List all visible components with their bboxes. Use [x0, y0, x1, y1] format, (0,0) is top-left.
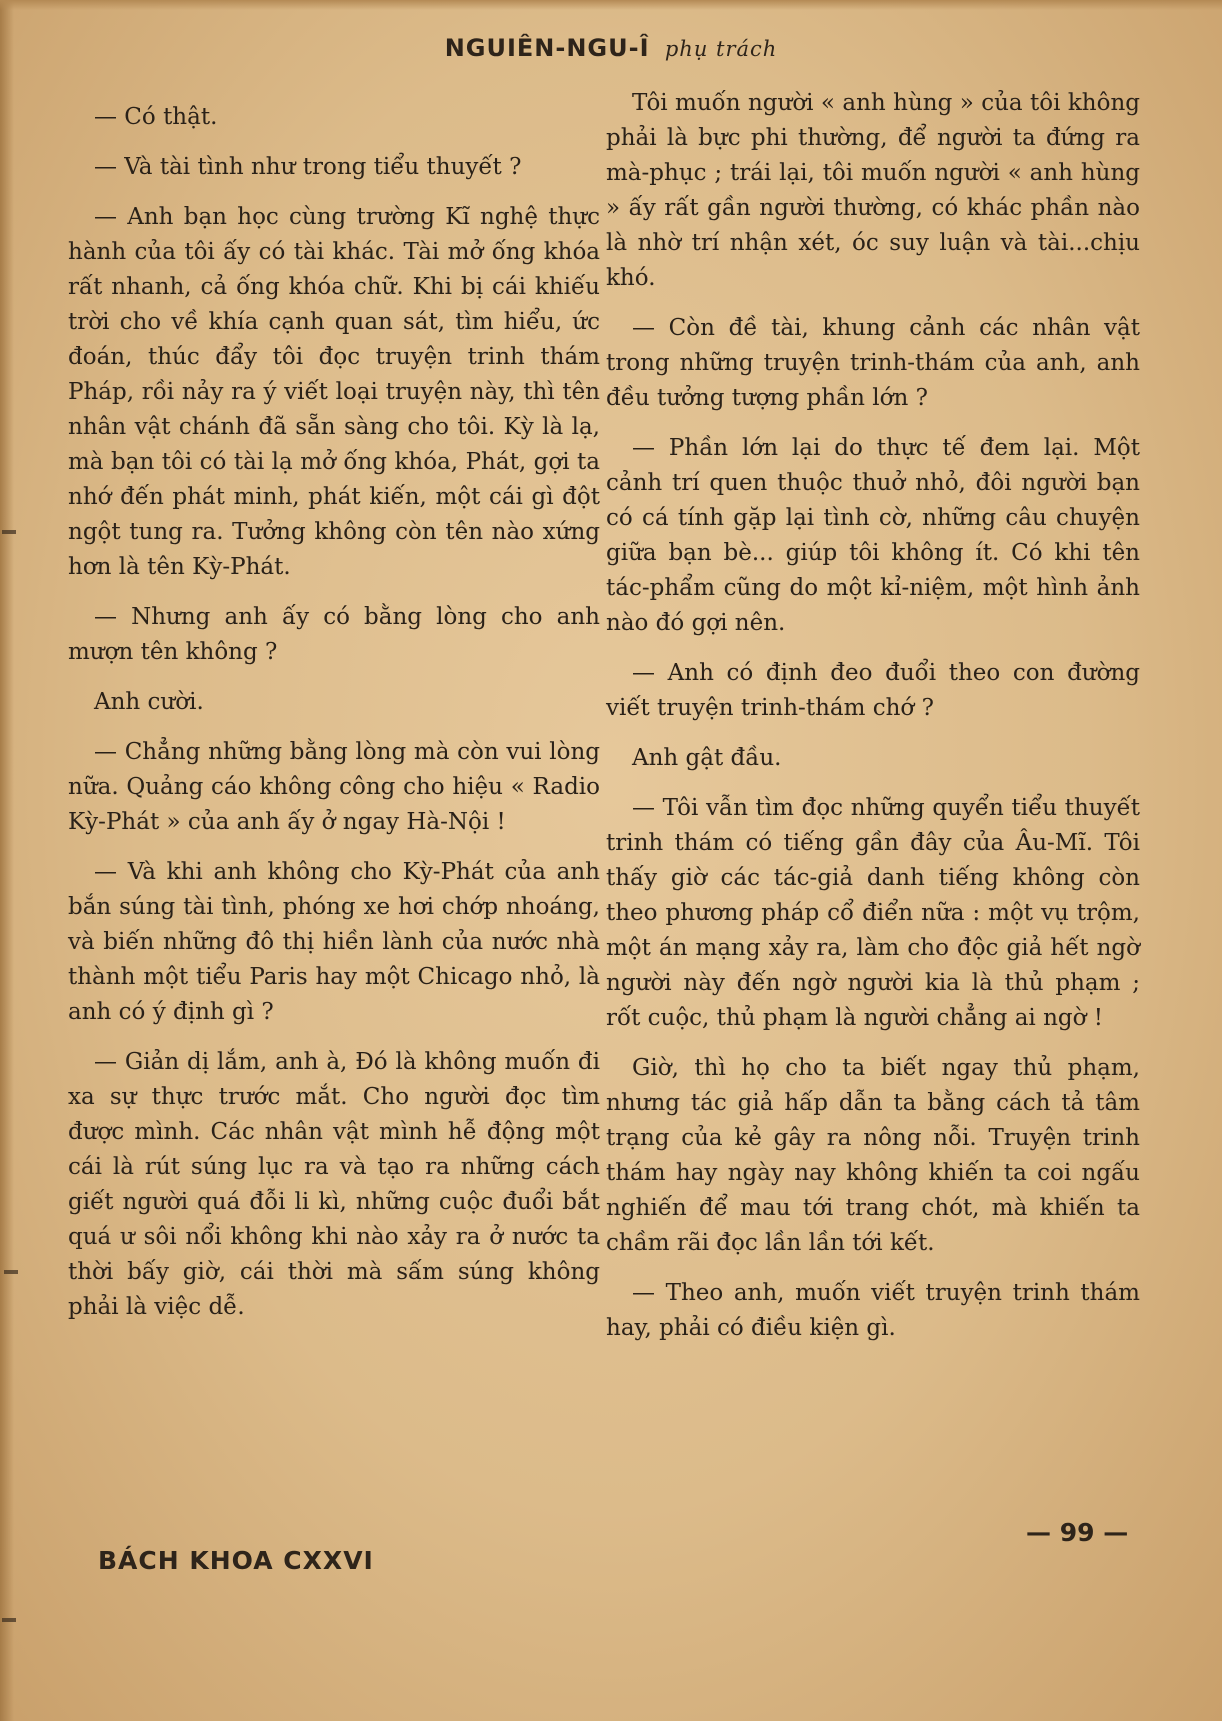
margin-ink-mark — [4, 1270, 18, 1274]
paragraph: — Tôi vẫn tìm đọc những quyển tiểu thuyết trinh thám có tiếng gần đây của Âu-Mĩ. Tôi thấy giờ các tác-giả danh tiếng không còn theo phương pháp cổ điển nữa : một vụ trộm, một án mạng xảy ra, làm cho độc giả hết ngờ người này đến ngờ người kia là thủ phạm ; rốt cuộc, thủ phạm là người chẳng ai ngờ ! — [606, 795, 1140, 1031]
margin-ink-mark — [2, 1618, 16, 1622]
paragraph: Anh cười. — [94, 689, 204, 715]
paragraph: — Phần lớn lại do thực tế đem lại. Một cảnh trí quen thuộc thuở nhỏ, đôi người bạn có cá tính gặp lại tình cờ, những câu chuyện giữa bạn bè... giúp tôi không ít. Có khi tên tác-phẩm cũng do một kỉ-niệm, một hình ảnh nào đó gợi nên. — [606, 435, 1140, 636]
paragraph: Giờ, thì họ cho ta biết ngay thủ phạm, nhưng tác giả hấp dẫn ta bằng cách tả tâm trạng của kẻ gây ra nông nỗi. Truyện trinh thám hay ngày nay không khiến ta coi ngấu nghiến để mau tới trang chót, mà khiến ta chầm rãi đọc lần lần tới kết. — [606, 1055, 1140, 1256]
page-edge-shadow — [0, 0, 14, 1721]
right-column — [606, 86, 1140, 1361]
page-number: — 99 — — [1026, 1518, 1129, 1547]
paragraph: — Nhưng anh ấy có bằng lòng cho anh mượn tên không ? — [68, 604, 600, 665]
magazine-issue-label: BÁCH KHOA CXXVI — [98, 1546, 374, 1575]
header-author: NGUIÊN-NGU-Î — [444, 34, 650, 62]
paragraph: — Có thật. — [94, 104, 218, 130]
margin-ink-mark — [2, 530, 16, 534]
paragraph: — Và khi anh không cho Kỳ-Phát của anh bắn súng tài tình, phóng xe hơi chớp nhoáng, và biến những đô thị hiền lành của nước nhà thành một tiểu Paris hay một Chicago nhỏ, là anh có ý định gì ? — [68, 859, 600, 1025]
left-column — [68, 100, 600, 1340]
paragraph: — Anh bạn học cùng trường Kĩ nghệ thực hành của tôi ấy có tài khác. Tài mở ống khóa rất nhanh, cả ống khóa chữ. Khi bị cái khiếu trời cho về khía cạnh quan sát, tìm hiểu, ức đoán, thúc đẩy tôi đọc truyện trinh thám Pháp, rồi nảy ra ý viết loại truyện này, thì tên nhân vật chánh đã sẵn sàng cho tôi. Kỳ là lạ, mà bạn tôi có tài lạ mở ống khóa, Phát, gợi ta nhớ đến phát minh, phát kiến, một cái gì đột ngột tung ra. Tưởng không còn tên nào xứng hơn là tên Kỳ-Phát. — [68, 204, 600, 580]
paragraph: — Anh có định đeo đuổi theo con đường viết truyện trinh-thám chớ ? — [606, 660, 1140, 721]
page-header — [0, 34, 1222, 62]
paragraph: — Giản dị lắm, anh à, Đó là không muốn đi xa sự thực trước mắt. Cho người đọc tìm được mình. Các nhân vật mình hễ động một cái là rút súng lục ra và tạo ra những cách giết người quá đỗi li kì, những cuộc đuổi bắt quá ư sôi nổi không khi nào xảy ra ở nước ta thời bấy giờ, cái thời mà sấm súng không phải là việc dễ. — [68, 1049, 600, 1320]
header-responsibility: phụ trách — [664, 37, 778, 61]
paragraph: — Theo anh, muốn viết truyện trinh thám hay, phải có điều kiện gì. — [606, 1280, 1140, 1341]
page-top-shadow — [0, 0, 1222, 10]
paragraph: — Còn đề tài, khung cảnh các nhân vật trong những truyện trinh-thám của anh, anh đều tưởng tượng phần lớn ? — [606, 315, 1140, 411]
paragraph: Anh gật đầu. — [632, 745, 782, 771]
paragraph: Tôi muốn người « anh hùng » của tôi không phải là bực phi thường, để người ta đứng ra mà-phục ; trái lại, tôi muốn người « anh hùng » ấy rất gần người thường, có khác phần nào là nhờ trí nhận xét, óc suy luận và tài...chịu khó. — [606, 90, 1140, 291]
paragraph: — Chẳng những bằng lòng mà còn vui lòng nữa. Quảng cáo không công cho hiệu « Radio Kỳ-Phát » của anh ấy ở ngay Hà-Nội ! — [68, 739, 600, 835]
paragraph: — Và tài tình như trong tiểu thuyết ? — [94, 154, 522, 180]
